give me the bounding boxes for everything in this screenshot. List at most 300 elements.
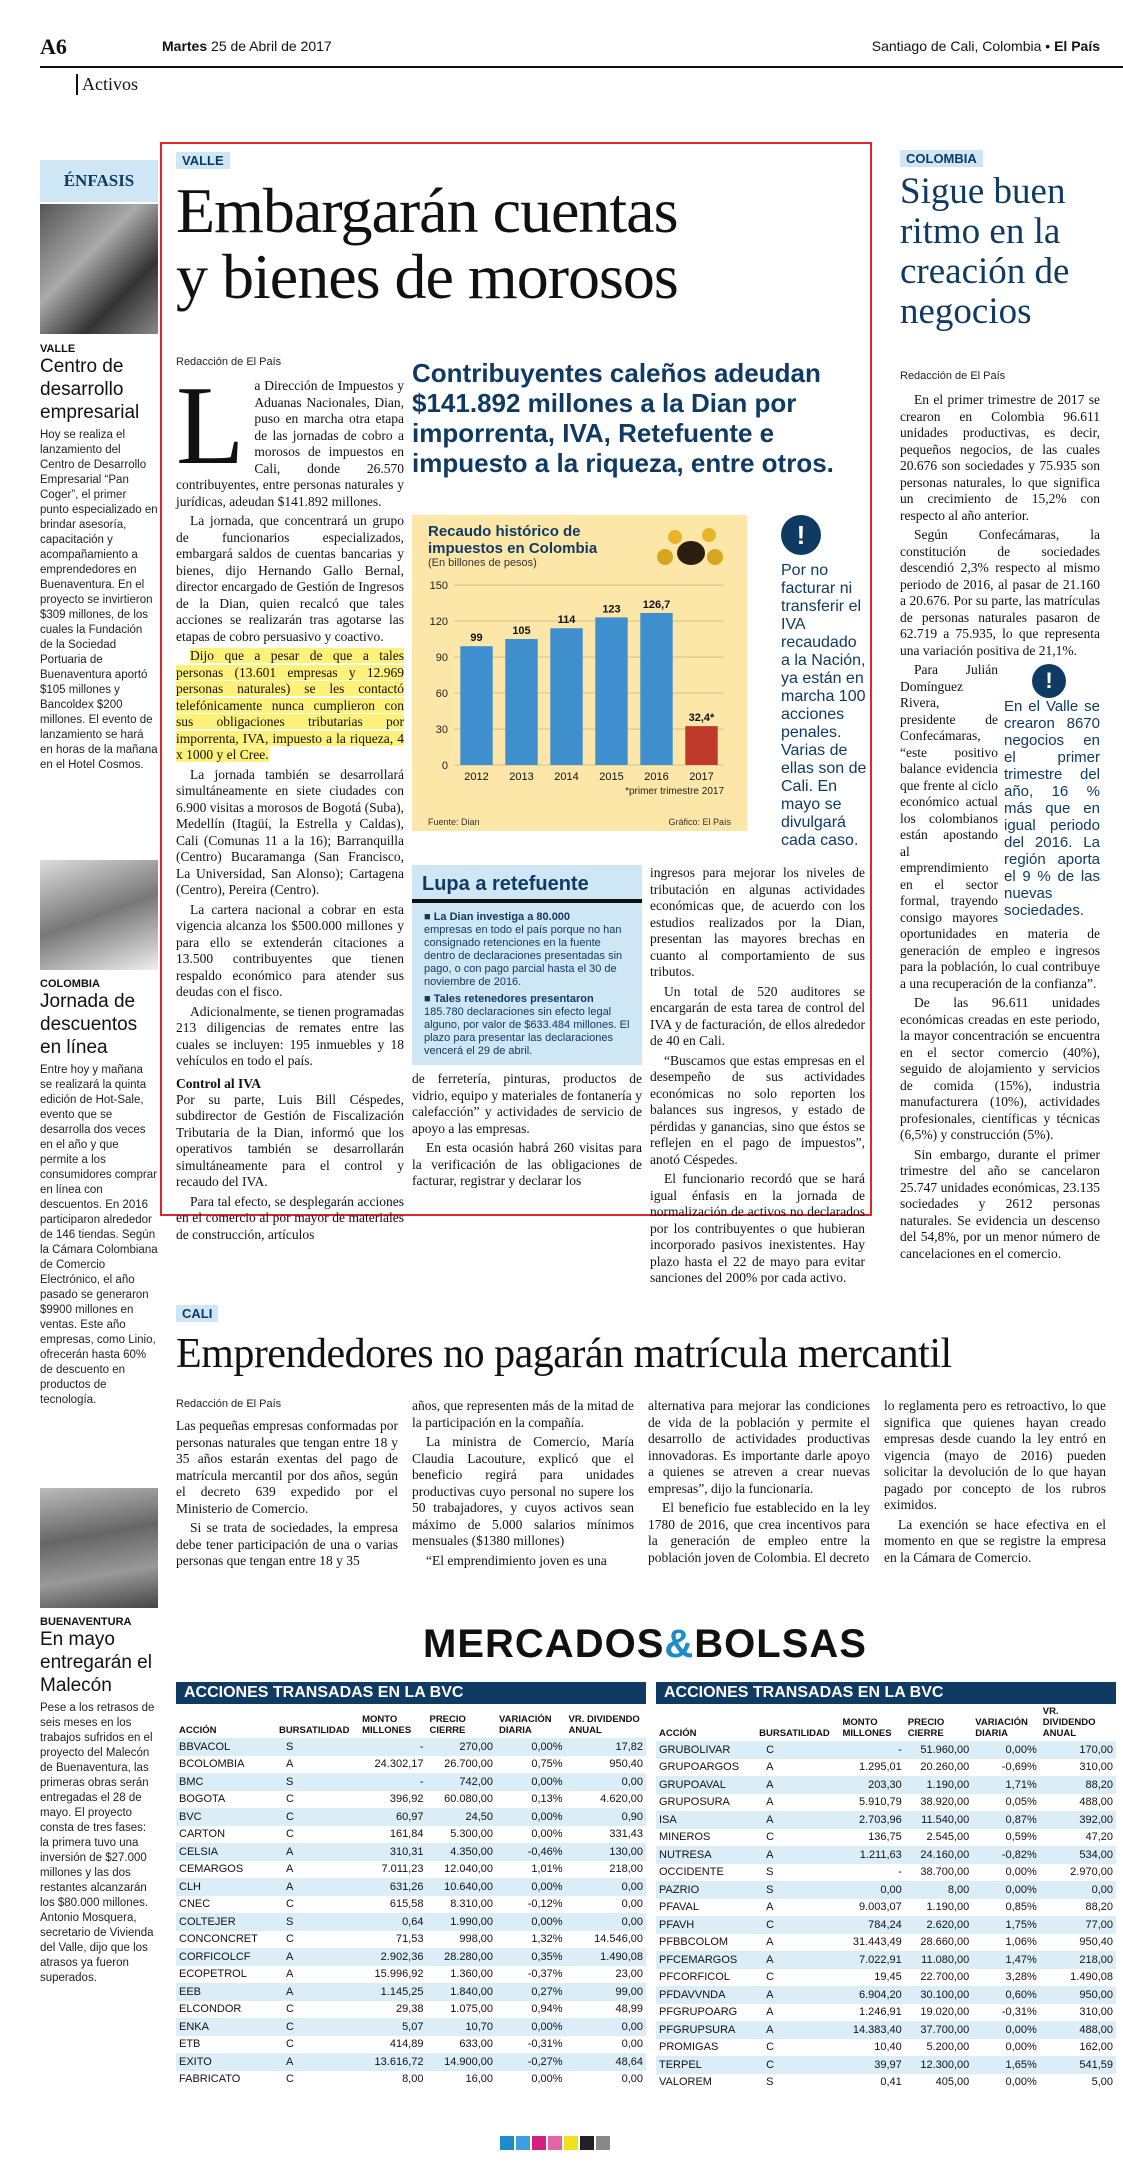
table-row (656, 2074, 1116, 2092)
lupa-box (412, 865, 642, 1065)
table-cell: 541,59 (1040, 2056, 1116, 2074)
table-cell: 1,01% (531, 1863, 563, 1876)
cali-col4 (884, 1398, 1106, 1569)
table-cell: 88,20 (1085, 1901, 1113, 1914)
table-row (176, 2001, 646, 2019)
table-cell: 0,00 (839, 1881, 904, 1899)
paragraph: ingresos para mejorar los niveles de tributación en algunas actividades económicas que, de acuerdo con los estudios realizados por la Dian, presentan las mayores brechas en cuanto al comportamiento de sus tributos. (650, 865, 865, 979)
table-cell: 1.840,00 (426, 1983, 496, 2001)
table-cell: 39,97 (839, 2056, 904, 2074)
cali-col3 (648, 1398, 870, 1569)
table-row (176, 1931, 646, 1949)
table-cell: 10,70 (426, 2018, 496, 2036)
table-cell: 16,00 (465, 2073, 494, 2086)
table-cell: A (766, 1761, 774, 1774)
table-cell: 218,00 (609, 1863, 643, 1876)
section-name: Activos (76, 74, 138, 95)
table-cell: 0,27% (496, 1983, 566, 2001)
table-row (176, 1826, 646, 1844)
table-cell: PFCEMARGOS (656, 1951, 756, 1969)
table-cell: C (756, 1916, 839, 1934)
table-cell: BMC (176, 1773, 276, 1791)
markets-title-a: MERCADOS (423, 1622, 665, 1666)
bar-value-label: 123 (602, 603, 621, 616)
table-cell: NUTRESA (656, 1846, 756, 1864)
table-cell: 950,40 (1079, 1936, 1113, 1949)
table-cell: PFGRUPOARG (659, 2006, 738, 2019)
table-cell: 414,89 (389, 2038, 424, 2051)
paragraph: lo reglamenta pero es retroactivo, lo que significa que quienes hayan creado empresas desde cuando la ley entró en vigencia (mayo de 2016) pueden solicitar la devolución de lo que hayan pagado por concepto de los rubros eximidos. (884, 1398, 1106, 1512)
paragraph: De las 96.611 unidades económicas creadas en este periodo, la mayor concentración se encuentra en el sector comercio (40%), seguido de alojamiento y servicios de comida (15%), industria manufacturera (10%), actividades profesionales, científicas y técnicas (6,5%) y construcción (5%). (900, 995, 1100, 1142)
cali-col2 (412, 1398, 634, 1572)
table-cell: 1,65% (972, 2056, 1039, 2074)
cali-headline: Emprendedores no pagarán matrícula mercantil (176, 1331, 952, 1377)
paragraph: de ferretería, pinturas, productos de vidrio, equipo y materiales de fontanería y calefacción” y actividades de servicio de apoyo a las empresas. (412, 1071, 642, 1136)
table-cell: 310,00 (1079, 2006, 1113, 2019)
exclamation-icon: ! (781, 515, 821, 555)
table-cell: -0,27% (496, 2053, 566, 2071)
rail-item-buenaventura (40, 1616, 158, 1986)
table-cell: GRUPOAVAL (656, 1776, 756, 1794)
table-cell: 130,00 (566, 1843, 646, 1861)
bar-value-label: 99 (470, 632, 483, 645)
table-cell: 742,00 (426, 1773, 496, 1791)
table-cell: GRUPOSURA (659, 1796, 730, 1809)
table-cell: 1,47% (972, 1951, 1039, 1969)
table-cell: -0,31% (527, 2038, 563, 2051)
table-cell: C (766, 1831, 775, 1844)
table-cell: PROMIGAS (659, 2041, 719, 2054)
table-cell: 0,00% (1005, 2076, 1037, 2089)
main-body-col3 (650, 865, 865, 1290)
table-cell: PFAVAL (659, 1901, 699, 1914)
paragraph: La cartera nacional a cobrar en esta vigencia alcanza los $500.000 millones y para ello se extenderán citaciones a 13.500 contribuyentes que tienen respaldo económico para atender sus deudas con el fisco. (176, 901, 404, 999)
table-row (176, 1896, 646, 1914)
table-cell: A (766, 1936, 774, 1949)
table-cell: 631,26 (359, 1878, 426, 1896)
side-note: Por no facturar ni transferir el IVA recaudado a la Nación, ya están en marcha 100 acciones penales. Varias de ellas son de Cali. En mayo se divulgará cada caso. (781, 562, 867, 849)
table-cell: ISA (656, 1811, 756, 1829)
table-row (656, 1951, 1116, 1969)
table-cell: 1.990,00 (426, 1913, 496, 1931)
table-cell: -0,69% (1001, 1761, 1037, 1774)
chart-source: Fuente: Dian (428, 817, 480, 827)
col-header: MONTO MILLONES (842, 1717, 892, 1739)
paragraph-highlight-wrap (176, 648, 404, 764)
table-cell: 51.960,00 (905, 1741, 972, 1759)
table-cell: 0,00 (621, 1898, 643, 1911)
table-cell: 0,13% (531, 1793, 563, 1806)
table-cell: ETB (179, 2038, 201, 2051)
x-tick-label: 2013 (509, 771, 534, 783)
table-cell: 0,94% (531, 2003, 563, 2016)
rail-photo-malecon (40, 1488, 158, 1608)
table-cell: 8.310,00 (450, 1898, 494, 1911)
table-cell: 12.040,00 (444, 1863, 494, 1876)
table-cell: 0,00% (531, 2073, 563, 2086)
headline-line-1: Embargarán cuentas (176, 175, 678, 246)
table-cell: 14.383,40 (839, 2021, 904, 2039)
bar (460, 646, 492, 765)
table-cell: 0,41 (880, 2076, 902, 2089)
table-cell: 24,50 (426, 1808, 496, 1826)
table-cell: A (276, 1983, 359, 2001)
bar-value-label: 126,7 (642, 598, 671, 611)
x-tick-label: 2014 (554, 771, 579, 783)
table-cell: 28.280,00 (426, 1948, 496, 1966)
cali-col1 (176, 1418, 398, 1573)
col-header: VARIACIÓN DIARIA (975, 1717, 1028, 1739)
table-row (656, 1934, 1116, 1952)
table-row (176, 1913, 646, 1931)
table-cell: 28.660,00 (920, 1936, 970, 1949)
chart-subtitle: (En billones de pesos) (428, 557, 537, 569)
table-cell: 270,00 (426, 1738, 496, 1756)
table-cell: 8,00 (905, 1881, 972, 1899)
bar (640, 613, 672, 765)
table-cell: C (285, 1898, 294, 1911)
table-cell: 170,00 (1040, 1741, 1116, 1759)
table-row (176, 2018, 646, 2036)
stock-table-left (176, 1704, 646, 2088)
chart-credit: Gráfico: El País (668, 817, 731, 827)
table-cell: 5.200,00 (926, 2041, 970, 2054)
right-body (900, 392, 1100, 1265)
table-cell: 2.703,96 (839, 1811, 904, 1829)
table-row (176, 1738, 646, 1756)
headline-line-2: y bienes de morosos (176, 241, 678, 312)
table-cell: A (766, 1796, 774, 1809)
paragraph: a Dirección de Impuestos y Aduanas Nacionales, Dian, puso en marcha otra etapa de las jornadas de cobro a morosos de impuestos en Cali, donde 26.570 contribuyentes, entre personas naturales y jurídicas, adeudan $141.892 millones. (176, 378, 404, 509)
table-cell: A (766, 2006, 774, 2019)
table-cell: - (359, 1738, 426, 1756)
table-cell: 1.075,00 (450, 2003, 494, 2016)
table-cell: 19,45 (874, 1971, 902, 1984)
table-cell: 2.545,00 (926, 1831, 970, 1844)
printer-color-bar (500, 2136, 612, 2155)
table-cell: 331,43 (609, 1828, 643, 1841)
bar-value-label: 32,4* (688, 712, 715, 725)
table-cell: 71,53 (395, 1933, 424, 1946)
table-cell: 60,97 (359, 1808, 426, 1826)
table-cell: 1.360,00 (450, 1968, 494, 1981)
table-cell: 0,00% (972, 1741, 1039, 1759)
table-cell: C (285, 2038, 294, 2051)
table-cell: 0,00 (621, 2038, 643, 2051)
stock-table-right (656, 1704, 1116, 2091)
col-header: PRECIO CIERRE (907, 1717, 945, 1739)
col-header: ACCIÓN (659, 1728, 697, 1739)
table-cell: ECOPETROL (179, 1968, 247, 1981)
table-cell: 0,00 (566, 1913, 646, 1931)
table-cell: S (766, 1866, 774, 1879)
table-cell: 950,00 (1040, 1986, 1116, 2004)
y-tick-label: 90 (435, 652, 448, 664)
markets-title (420, 1622, 870, 1667)
table-cell: 1.490,08 (566, 1948, 646, 1966)
table-cell: - (359, 1773, 426, 1791)
table-cell: CLH (176, 1878, 276, 1896)
table-row (656, 2004, 1116, 2022)
table-cell: C (285, 1828, 294, 1841)
table-cell: BOGOTA (179, 1793, 226, 1806)
table-cell: A (756, 1811, 839, 1829)
table-cell: 26.700,00 (444, 1758, 494, 1771)
stock-table-band: ACCIONES TRANSADAS EN LA BVC (176, 1682, 646, 1704)
table-cell: 10,40 (874, 2041, 902, 2054)
table-cell: 12.300,00 (905, 2056, 972, 2074)
table-cell: 0,00% (496, 1913, 566, 1931)
markets-title-amp: & (664, 1622, 695, 1666)
paragraph: La jornada, que concentrará un grupo de funcionarios especializados, embargará saldos de cuentas bancarias y bienes, dijo Hernando Gallo Bernal, director encargado de Gestión de Ingresos de la Dian, quien recalcó que tales acciones se realizarán tras agotarse las etapas de cobro persuasivo y coactivo. (176, 513, 404, 644)
right-byline: Redacción de El País (900, 370, 1006, 382)
col-header: VR. DIVIDENDO ANUAL (1042, 1706, 1096, 1739)
table-row (656, 1811, 1116, 1829)
lupa-item-text: empresas en todo el país porque no han consignado retenciones en la fuente dentro de declaraciones presentadas sin pago, o con pago parcial hasta el 30 de noviembre de 2016. (424, 924, 623, 988)
issue-date-rest: 25 de Abril de 2017 (211, 38, 332, 54)
main-body-col2 (412, 1071, 642, 1193)
main-headline (176, 175, 866, 312)
table-cell: 950,40 (609, 1758, 643, 1771)
table-cell: 161,84 (389, 1828, 424, 1841)
col-header: VR. DIVIDENDO ANUAL (568, 1714, 640, 1736)
table-cell: S (276, 1773, 359, 1791)
col-header: VARIACIÓN DIARIA (499, 1714, 552, 1736)
table-cell: ELCONDOR (179, 2003, 242, 2016)
rail-body: Entre hoy y mañana se realizará la quinta edición de Hot-Sale, evento que se desarrolla dos veces en el año y que permite a los consumidores comprar en línea con descuentos. En 2016 participaron alrededor de 146 tiendas. Según la Cámara Colombiana de Comercio Electrónico, el año pasado se generaron $9900 millones en ventas. Este año empresas, como Linio, ofrecerán hasta 60% de descuento en productos de tecnología. (40, 1064, 158, 1406)
paragraph: Las pequeñas empresas conformadas por personas naturales que tengan entre 18 y 35 años estarán exentas del pago de matrícula mercantil por dos años, según el decreto 639 expedido por el Ministerio de Comercio. (176, 1418, 398, 1516)
table-cell: 11.080,00 (905, 1951, 972, 1969)
table-cell: 0,00% (496, 2018, 566, 2036)
table-cell: 1.145,25 (359, 1983, 426, 2001)
rail-item-colombia (40, 978, 158, 1408)
table-row (656, 2056, 1116, 2074)
table-cell: A (756, 2021, 839, 2039)
table-cell: 162,00 (1079, 2041, 1113, 2054)
table-cell: 396,92 (389, 1793, 424, 1806)
table-cell: 0,64 (359, 1913, 426, 1931)
x-tick-label: 2012 (464, 771, 489, 783)
paragraph: “Buscamos que estas empresas en el desempeño de sus actividades económicas no solo reporten los balances sus ingresos, y estado de pérdidas y ganancias, sino que éstos se reflejen en el pago de impuestos”, anotó Céspedes. (650, 1052, 865, 1167)
table-row (176, 1773, 646, 1791)
table-cell: 77,00 (1040, 1916, 1116, 1934)
table-cell: C (285, 2003, 294, 2016)
table-cell: GRUBOLIVAR (656, 1741, 756, 1759)
table-cell: BCOLOMBIA (179, 1758, 245, 1771)
table-cell: 14.900,00 (426, 2053, 496, 2071)
table-row (656, 1969, 1116, 1987)
table-cell: FABRICATO (179, 2073, 241, 2086)
table-cell: 0,00% (1005, 2041, 1037, 2054)
table-row (176, 2053, 646, 2071)
y-tick-label: 60 (435, 688, 448, 700)
bar (505, 639, 537, 765)
table-cell: 1,32% (531, 1933, 563, 1946)
table-cell: 48,99 (615, 2003, 643, 2016)
table-cell: VALOREM (659, 2076, 712, 2089)
coin-bag-icon (651, 523, 731, 567)
table-cell: 615,58 (389, 1898, 424, 1911)
lupa-item-text: 185.780 declaraciones sin efecto legal alguno, por valor de $633.484 millones. El plazo para presentar las declaraciones vencerá el 29 de abril. (424, 1006, 630, 1057)
rail-body: Pese a los retrasos de seis meses en los trabajos sufridos en el proyecto del Malecón de Buenaventura, las primeras obras serán entregadas el 28 de mayo. El proyecto consta de tres fases: la primera tuvo una inversión de $27.000 millones y las dos restantes alcanzarán los $80.000 millones. Antonio Mosquera, secretario de Vivienda del Valle, dijo que los atrasos ya fueron superados. (40, 1702, 155, 1984)
table-cell: 8,00 (402, 2073, 424, 2086)
chart-title: Recaudo histórico de impuestos en Colombia (428, 523, 598, 557)
paragraph: La exención se hace efectiva en el momento en que se registre la empresa en la Cámara de Comercio. (884, 1516, 1106, 1565)
table-cell: CELSIA (176, 1843, 276, 1861)
table-cell: EXITO (176, 2053, 276, 2071)
cali-byline: Redacción de El País (176, 1398, 282, 1410)
table-cell: 2.620,00 (905, 1916, 972, 1934)
table-cell: 0,00 (566, 2018, 646, 2036)
x-tick-label: 2015 (599, 771, 624, 783)
table-cell: CARTON (179, 1828, 226, 1841)
bar (595, 617, 627, 765)
table-cell: 0,59% (1005, 1831, 1037, 1844)
story-deck: Contribuyentes caleños adeudan $141.892 millones a la Dian por imporrenta, IVA, Retefuente e impuesto a la riqueza, entre otros. (412, 358, 834, 478)
table-cell: GRUPOARGOS (659, 1761, 740, 1774)
paragraph: En el primer trimestre de 2017 se crearon en Colombia 96.611 unidades productivas, es decir, pequeños negocios, de las cuales 20.676 son sociedades y 75.935 son personas naturales, lo que significa un crecimiento de 15,2% con respecto al año anterior. (900, 392, 1100, 523)
bar (550, 628, 582, 765)
table-cell: -0,31% (1001, 2006, 1037, 2019)
table-cell: 88,20 (1040, 1776, 1116, 1794)
table-cell: - (898, 1866, 902, 1879)
table-cell: PFDAVVNDA (656, 1986, 756, 2004)
paragraph: Para Julián Domínguez Rivera, presidente de Confecámaras, “este positivo balance evidencia que frente al ciclo económico actual los colombianos están apostando al emprendimiento en el sector formal, trayendo consigo mayores oportunidades en materia de generación de empleo e ingresos para la población, lo cual contribuye a una recuperación de la confianza”. (900, 662, 1100, 991)
table-cell: 0,00% (972, 1881, 1039, 1899)
table-cell: 24.302,17 (374, 1758, 424, 1771)
table-cell: 0,00% (972, 2021, 1039, 2039)
table-cell: 0,00% (496, 1878, 566, 1896)
paragraph: Para tal efecto, se desplegarán acciones en el comercio al por mayor de materiales de construcción, artículos (176, 1193, 404, 1242)
table-cell: 29,38 (395, 2003, 424, 2016)
table-cell: 0,00 (1040, 1881, 1116, 1899)
rail-photo-laptop (40, 860, 158, 970)
table-cell: A (756, 1846, 839, 1864)
highlighted-paragraph: Dijo que a pesar de que a tales personas (13.601 empresas y 12.969 personas naturales) se les contactó telefónicamente nunca cumplieron con sus obligaciones tributarias por imporrenta, IVA, impuesto a la riqueza, 4 x 1000 y el Cree. (176, 648, 404, 762)
table-cell: 3,28% (1005, 1971, 1037, 1984)
table-cell: 1.211,63 (839, 1846, 904, 1864)
table-cell: 218,00 (1040, 1951, 1116, 1969)
table-cell: 4.620,00 (600, 1793, 643, 1806)
table-row (656, 1759, 1116, 1777)
table-cell: 136,75 (868, 1831, 902, 1844)
paragraph: Sin embargo, durante el primer trimestre del año se cancelaron 25.747 unidades económicas, 23.135 sociedades y 2612 personas naturales. Se evidencia un descenso del 54,8%, por un menor número de cancelaciones en el comercio. (900, 1146, 1100, 1261)
right-headline: Sigue buen ritmo en la creación de negocios (900, 171, 1070, 332)
y-tick-label: 150 (429, 580, 448, 592)
chart-plot (412, 575, 747, 813)
table-cell: A (756, 1776, 839, 1794)
table-cell: 0,00 (566, 1773, 646, 1791)
col-header: ACCIÓN (179, 1725, 217, 1736)
table-cell: 0,60% (972, 1986, 1039, 2004)
y-tick-label: 30 (435, 724, 448, 736)
table-cell: 10.640,00 (426, 1878, 496, 1896)
col-header: PRECIO CIERRE (429, 1714, 466, 1736)
paper-name: El País (1054, 38, 1100, 54)
table-cell: 38.920,00 (920, 1796, 970, 1809)
table-cell: 7.011,23 (381, 1863, 424, 1876)
lupa-title: Lupa a retefuente (412, 865, 642, 903)
bar (685, 726, 717, 765)
table-cell: 392,00 (1040, 1811, 1116, 1829)
paragraph: Si se trata de sociedades, la empresa debe tener participación de una o varias personas que tengan entre 18 y 35 (176, 1520, 398, 1568)
table-row (656, 1741, 1116, 1759)
table-cell: 15.996,92 (374, 1968, 424, 1981)
table-cell: 0,00% (531, 1828, 563, 1841)
paragraph: En esta ocasión habrá 260 visitas para la verificación de las obligaciones de facturar, registrar y declarar los (412, 1140, 642, 1188)
table-cell: 6.904,20 (839, 1986, 904, 2004)
lupa-item-title: ■ La Dian investiga a 80.000 (424, 911, 571, 923)
table-cell: 310,00 (1079, 1761, 1113, 1774)
table-cell: C (766, 2041, 775, 2054)
table-cell: 0,87% (972, 1811, 1039, 1829)
table-cell: 0,35% (496, 1948, 566, 1966)
table-row (176, 1791, 646, 1809)
table-cell: 5.910,79 (858, 1796, 902, 1809)
table-header-row (656, 1704, 1116, 1741)
table-cell: -0,82% (972, 1846, 1039, 1864)
table-cell: A (276, 2053, 359, 2071)
table-cell: 405,00 (935, 2076, 970, 2089)
table-cell: A (756, 1986, 839, 2004)
table-row (176, 1756, 646, 1774)
rail-kicker: VALLE (40, 343, 76, 355)
issue-day: Martes (162, 38, 208, 54)
paragraph: años, que representen más de la mitad de la participación en la compañía. (412, 1398, 634, 1430)
lupa-body (424, 911, 634, 1058)
col-header: BURSATILIDAD (759, 1728, 830, 1739)
right-side-note-wrap (1004, 664, 1100, 919)
paragraph: La jornada también se desarrollará simultáneamente en siete ciudades con 6.900 visitas a morosos de Bogotá (Suba), Medellín (Itagüí, la Estrella y Caldas), Cali (Comunas 11 a la 16); Barranquilla (Centro) Bucaramanga (San Francisco, La Universidad, San Alonso); Cartagena (Centro), Pereira (Centro). (176, 766, 404, 897)
table-cell: C (276, 2018, 359, 2036)
table-cell: 0,85% (1005, 1901, 1037, 1914)
table-cell: 488,00 (1079, 1796, 1113, 1809)
table-cell: 0,00% (1005, 1866, 1037, 1879)
table-cell: 0,00% (496, 1773, 566, 1791)
table-row (656, 2039, 1116, 2057)
table-cell: 24.160,00 (905, 1846, 972, 1864)
table-cell: A (285, 1968, 294, 1981)
table-cell: A (276, 1878, 359, 1896)
table-row (656, 2021, 1116, 2039)
table-cell: S (766, 2076, 774, 2089)
x-tick-label: 2017 (689, 771, 714, 783)
table-cell: 784,24 (839, 1916, 904, 1934)
table-cell: C (766, 1971, 775, 1984)
table-cell: PFBBCOLOM (659, 1936, 729, 1949)
paragraph: La ministra de Comercio, María Claudia Lacouture, explicó que el beneficio regirá para unidades productivas cuyo personal no supere los 50 trabajadores, y cuyos activos sean máximo de 5.000 salarios mínimos mensuales ($1380 millones) (412, 1434, 634, 1548)
table-cell: 7.022,91 (839, 1951, 904, 1969)
table-row (176, 2036, 646, 2054)
table-cell: PFCORFICOL (659, 1971, 730, 1984)
table-cell: A (756, 1951, 839, 1969)
subhead: Control al IVA (176, 1075, 262, 1091)
table-cell: A (766, 1901, 774, 1914)
stock-table-right-wrap (656, 1682, 1116, 2091)
table-row (656, 1864, 1116, 1882)
table-header-row (176, 1704, 646, 1738)
table-row (656, 1829, 1116, 1847)
table-cell: 47,20 (1085, 1831, 1113, 1844)
table-cell: 4.350,00 (426, 1843, 496, 1861)
table-cell: S (276, 1738, 359, 1756)
table-cell: 0,00 (621, 2073, 643, 2086)
col-header: BURSATILIDAD (278, 1725, 350, 1736)
table-cell: -0,37% (527, 1968, 563, 1981)
rail-photo-buildings (40, 204, 158, 334)
rail-title: Centro de desarrollo empresarial (40, 356, 140, 423)
rail-item-valle (40, 343, 158, 773)
